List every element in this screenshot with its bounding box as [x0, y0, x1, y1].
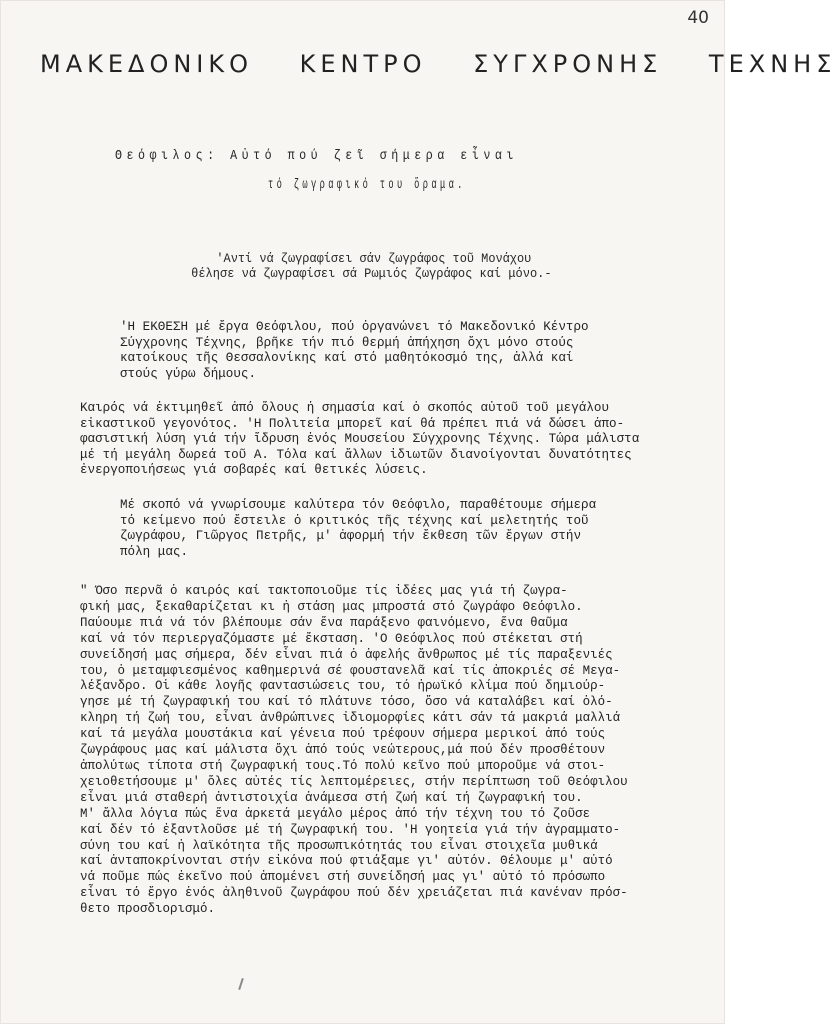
text-line: μέ τή μεγάλη δωρεά τοῦ Α. Τόλα καί ἄλλων ἰδιωτῶν διανοίγονται δυνατότητες	[80, 447, 632, 462]
text-line: καί τά μεγάλα μουστάκια καί γένεια πού τρέφουν σήμερα μερικοί ἀπό τούς	[80, 727, 606, 742]
text-line: εἶναι μιά σταθερή ἀντιστοιχία ἀνάμεσα στή ζωή καί τή ζωγραφική του.	[80, 790, 583, 805]
text-line: χειοθετήσουμε μ' ὅλες αὐτές τίς λεπτομέρειες, στήν περίπτωση τοῦ Θεόφιλου	[80, 774, 628, 789]
text-line: Μέ σκοπό νά γνωρίσουμε καλύτερα τόν Θεόφιλο, παραθέτουμε σήμερα	[120, 498, 597, 512]
text-line: " Όσο περνᾶ ὁ καιρός καί τακτοποιοῦμε τίς ἰδέες μας γιά τή ζωγρα-	[80, 584, 568, 598]
text-line: καί νά τόν περιεργαζόμαστε μέ ἔκσταση. 'Ο Θεόφιλος πού στέκεται στή	[80, 631, 583, 646]
paragraph-intro	[120, 498, 596, 560]
page-number: 40	[687, 8, 709, 28]
text-line: σύνη του καί ἡ λαϊκότητα τῆς προσωπικότητάς του εἶναι στοιχεῖα μυθικά	[80, 838, 598, 853]
text-line: τό κείμενο πού ἔστειλε ὁ κριτικός τῆς τέχνης καί μελετητής τοῦ	[120, 513, 589, 528]
text-line: φασιστική λύση γιά τήν ἵδρυση ἑνός Μουσείου Σύγχρονης Τέχνης. Τώρα μάλιστα	[80, 432, 640, 447]
text-line: καί ἀνταποκρίνονται στήν εἰκόνα πού φτιάξαμε γι' αὐτόν. Θέλουμε μ' αὐτό	[80, 854, 613, 869]
text-line: Σύγχρονης Τέχνης, βρῆκε τήν πιό θερμή ἀπήχηση ὄχι μόνο στούς	[120, 335, 574, 350]
motto-line-1: Θεόφιλος: Αὐτό πού ζεῖ σήμερα εἶναι	[115, 148, 518, 164]
text-line: Καιρός νά ἐκτιμηθεῖ ἀπό ὅλους ἡ σημασία καί ὁ σκοπός αὐτοῦ τοῦ μεγάλου	[80, 401, 610, 415]
text-line: εἰκαστικοῦ γεγονότος. 'Η Πολιτεία μπορεῖ καί θά πρέπει πιά νά δώσει ἀπο-	[80, 416, 625, 431]
text-line: ἀπολύτως τίποτα στή ζωγραφική τους.Τό πολύ κεῖνο πού μποροῦμε νά στοι-	[80, 758, 606, 773]
text-line: ἐνεργοποιήσεως γιά σοβαρές καί θετικές λύσεις.	[80, 463, 428, 478]
text-line: ζωγράφου, Γιῶργος Πετρῆς, μ' ἀφορμή τήν ἔκθεση τῶν ἔργων στήν	[120, 529, 582, 544]
text-line: Παύουμε πιά νά τόν βλέπουμε σάν ἕνα παράξενο φαινόμενο, ἕνα θαῦμα	[80, 615, 568, 630]
paragraph-essay	[80, 584, 628, 918]
text-line: λέξανδρο. Οἱ κάθε λογῆς φαντασιώσεις του, τό ἡρωϊκό κλίμα πού δημιούρ-	[80, 679, 606, 694]
page-title: ΜΑΚΕΔΟΝΙΚΟ ΚΕΝΤΡΟ ΣΥΓΧΡΟΝΗΣ ΤΕΧΝΗΣ	[40, 50, 836, 78]
text-line: νά ποῦμε πώς ἐκεῖνο πού ἀπομένει στή συνείδησή μας γι' αὐτό τό πρόσωπο	[80, 870, 606, 885]
pen-mark	[238, 978, 244, 990]
text-line: Μ' ἄλλα λόγια πώς ἕνα ἀρκετά μεγάλο μέρος ἀπό τήν τέχνη του τό ζοῦσε	[80, 806, 591, 821]
text-line: καί δέν τό ἐξαντλοῦσε μέ τή ζωγραφική του. 'Η γοητεία γιά τήν ἀγραμματο-	[80, 822, 621, 837]
text-line: θετο προσδιορισμό.	[80, 902, 216, 917]
text-line: του, ὁ μεταμφιεσμένος καθημερινά σέ φουστανελᾶ καί τίς ἀποκριές σέ Μεγα-	[80, 663, 621, 678]
motto-line-2: τό ζωγραφικό του ὅραμα.	[268, 177, 466, 193]
quote-line-2: θέλησε νά ζωγραφίσει σά Ρωμιός ζωγράφος καί μόνο.-	[191, 267, 552, 281]
text-line: φική μας, ξεκαθαρίζεται κι ἡ στάση μας μπροστά στό ζωγράφο Θεόφιλο.	[80, 599, 583, 614]
paragraph-exhibition	[120, 320, 589, 382]
paragraph-museum	[80, 401, 639, 479]
text-line: εἶναι τό ἔργο ἑνός ἀληθινοῦ ζωγράφου πού δέν χρειάζεται πιά κανέναν πρόσ-	[80, 886, 628, 901]
text-line: 'Η ΕΚΘΕΣΗ μέ ἔργα Θεόφιλου, πού ὀργανώνει τό Μακεδονικό Κέντρο	[120, 320, 589, 334]
text-line: πόλη μας.	[120, 544, 189, 559]
quote-line-1: 'Αντί νά ζωγραφίσει σάν ζωγράφος τοῦ Μονάχου	[216, 252, 532, 266]
text-line: κατοίκους τῆς Θεσσαλονίκης καί στό μαθητόκοσμό της, ἀλλά καί	[120, 351, 574, 366]
text-line: συνείδησή μας σήμερα, δέν εἶναι πιά ὁ ἀφελής ἄνθρωπος μέ τίς παραξενιές	[80, 647, 613, 662]
text-line: γησε μέ τή ζωγραφική του καί τό πλάτυνε τόσο, ὅσο νά καταλάβει καί ὁλό-	[80, 695, 613, 710]
text-line: στούς γύρω δήμους.	[120, 366, 257, 381]
text-line: κληρη τή ζωή του, εἶναι ἀνθρώπινες ἰδιομορφίες κάτι σάν τά μακριά μαλλιά	[80, 711, 621, 726]
text-line: ζωγράφους μας καί μάλιστα ὄχι ἀπό τούς νεώτερους,μά πού δέν προσθέτουν	[80, 743, 606, 758]
